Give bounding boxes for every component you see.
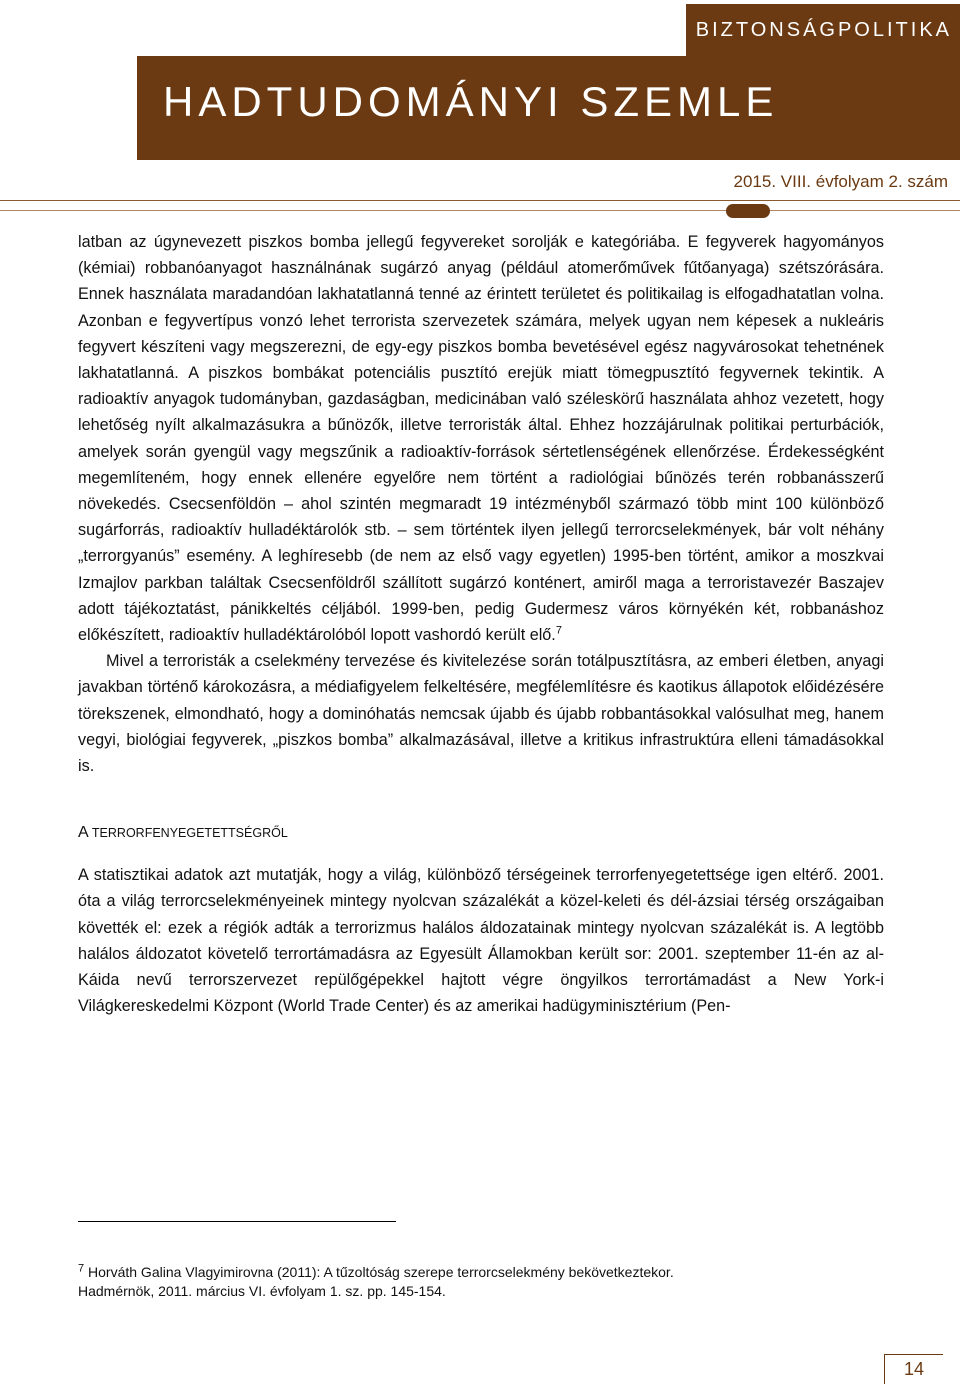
- section-heading: [78, 820, 884, 846]
- header-rule: [0, 200, 960, 201]
- footnote-marker: 7: [78, 1262, 85, 1275]
- paragraph: A statisztikai adatok azt mutatják, hogy a világ, különböző térségeinek terrorfenyegetettsége igen eltérő. 2001. óta a világ terrorcselekményeinek mintegy nyolcvan százalékát a közel-keleti és dél-ázsiai térség országaiban követték el: ezek a régiók adták a terrorizmus halálos áldozatainak mintegy nyolcvan százalékát is. A legtöbb halálos áldozatot követelő terrortámadásra az Egyesült Államokban került sor: 2001. szeptember 11-én az al-Káida nevű terrorszervezet repülőgépekkel hajtott végre öngyilkos terrortámadást a New York-i Világkereskedelmi Központ (World Trade Center) és az amerikai hadügyminisztérium (Pen-: [78, 866, 884, 1016]
- heading-text: TERRORFENYEGETETTSÉGRŐL: [88, 826, 288, 841]
- decorative-pill: [726, 204, 770, 218]
- journal-banner: [137, 56, 960, 160]
- journal-title: HADTUDOMÁNYI SZEMLE: [163, 78, 779, 125]
- paragraph: [78, 229, 884, 648]
- issue-info: 2015. VIII. évfolyam 2. szám: [733, 172, 948, 191]
- footnote-line: Hadmérnök, 2011. március VI. évfolyam 1. sz. pp. 145-154.: [78, 1283, 446, 1299]
- paragraph: Mivel a terroristák a cselekmény tervezése és kivitelezése során totálpusztításra, az emberi életben, anyagi javakban történő károkozásra, a médiafigyelem felkeltésére, megfélemlítésre és kaotikus állapotok előidézésére törekszenek, elmondható, hogy a dominóhatás nemcsak újabb és újabb robbantásokkal valósulhat meg, hanem vegyi, biológiai fegyverek, „piszkos bomba” alkalmazásával, illetve a kritikus infrastruktúra elleni támadásokkal is.: [78, 652, 884, 776]
- footnote: [78, 1263, 884, 1301]
- footnote-ref[interactable]: 7: [555, 624, 562, 637]
- footnote-line: [78, 1263, 884, 1282]
- header-rule-secondary: [0, 210, 960, 211]
- footnote-text: Horváth Galina Vlagyimirovna (2011): A tűzoltóság szerepe terrorcselekmény bekövetkeztekor.: [84, 1264, 674, 1280]
- heading-initial: A: [78, 824, 89, 842]
- paragraph-text: latban az úgynevezett piszkos bomba jellegű fegyvereket sorolják e kategóriába. E fegyverek hagyományos (kémiai) robbanóanyagot használnának sugárzó anyag (például atomerőművek fűtőanyaga) szétszórására. Ennek használata maradandóan lakhatatlanná tenné az érintett területet és politikailag is elfogadhatatlan volna. Azonban e fegyvertípus vonzó lehet terrorista szervezetek számára, melyek ugyan nem képesek a nukleáris fegyvert készíteni vagy megszerezni, de egy-egy piszkos bomba bevetésével egész nagyvárosokat tehetnének lakhatatlanná. A piszkos bombákat potenciális pusztító erejük miatt tömegpusztító fegyvernek tekintik. A radioaktív anyagok tudományban, gazdaságban, medicinában való széleskörű használata ahhoz vezetett, hogy lehetőség nyílt alkalmazásukra a bűnözők, illetve terroristák által. Ehhez hozzájárulnak politikai perturbációk, amelyek során gyengül vagy megszűnik a radioaktív-források sértetlenségének ellenőrzése. Érdekességként megemlíteném, hogy ennek ellenére egyelőre nem történt a radiológiai bűnözés terén robbanásszerű növekedés. Csecsenföldön – ahol szintén megmaradt 19 intézményből származó több mint 100 különböző sugárforrás, radioaktív hulladéktárolók stb. – sem történtek ilyen jellegű terrorcselekmények, bár volt néhány „terrorgyanús” esemény. A leghíresebb (de nem az első vagy egyetlen) 1995-ben történt, amikor a moszkvai Izmajlov parkban találtak Csecsenföldről szállított sugárzó konténert, amiről maga a terroristavezér Baszajev adott tájékoztatást, pánikkeltés céljából. 1999-ben, pedig Gudermesz város környékén két, robbanáshoz előkészített, radioaktív hulladéktárolóból lopott vashordó került elő.: [78, 233, 884, 645]
- section-band: [686, 4, 960, 56]
- section-label: BIZTONSÁGPOLITIKA: [695, 18, 952, 41]
- page-number: 14: [884, 1354, 943, 1384]
- footnote-separator: [78, 1221, 396, 1222]
- article-body: [78, 229, 884, 1019]
